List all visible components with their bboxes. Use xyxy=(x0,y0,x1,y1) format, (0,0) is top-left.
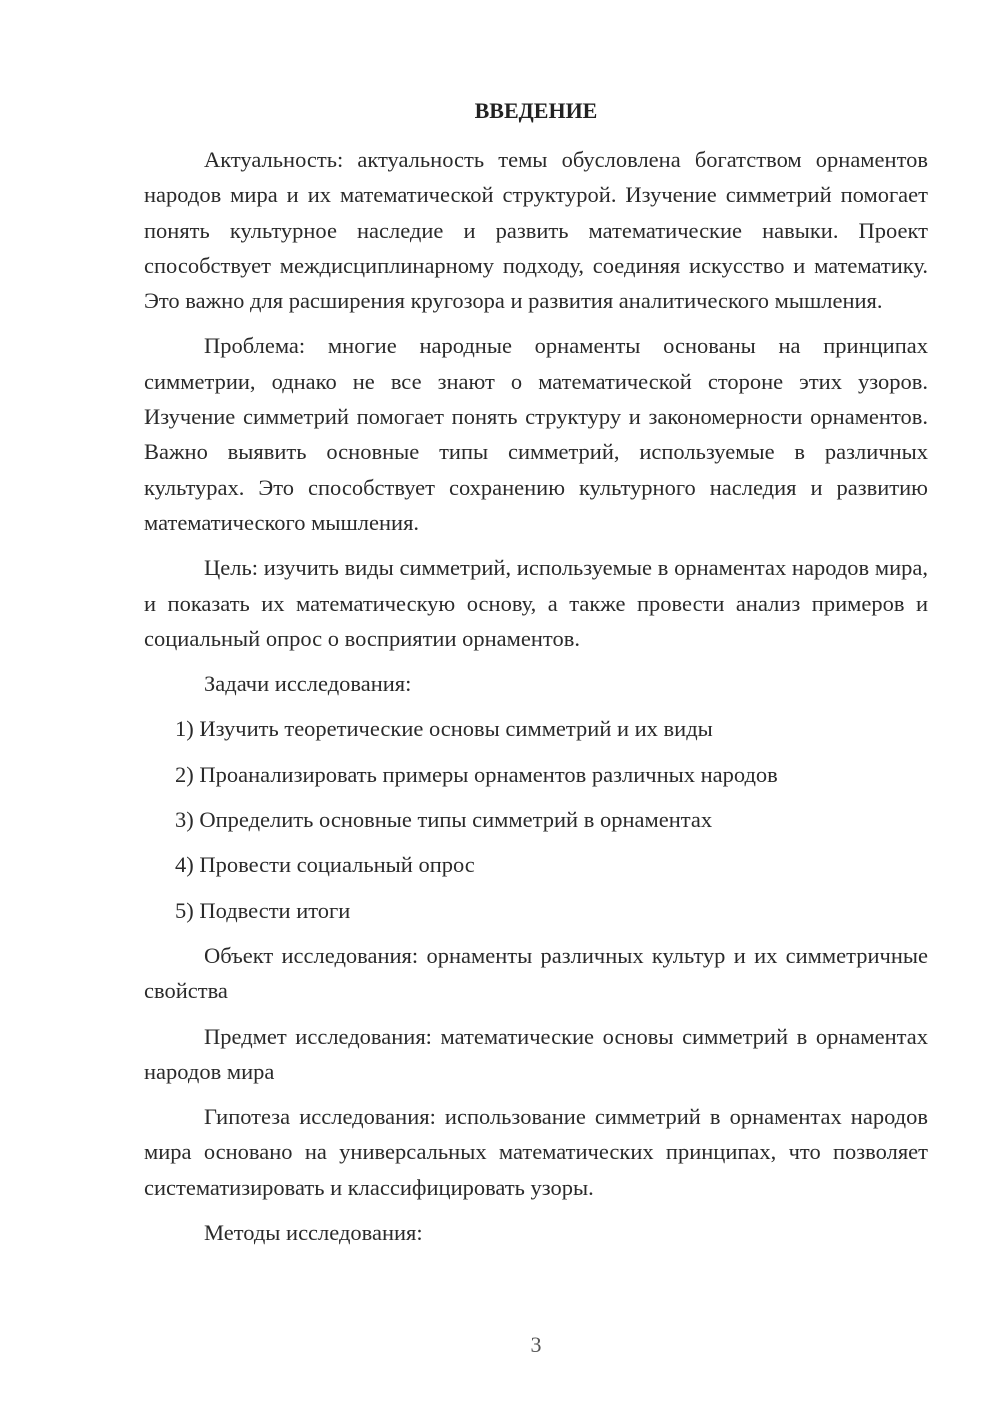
task-item-3: 3) Определить основные типы симметрий в орнаментах xyxy=(175,807,713,833)
tasks-heading: Задачи исследования: xyxy=(204,671,412,697)
task-item-2: 2) Проанализировать примеры орнаментов различных народов xyxy=(175,761,778,787)
subject-paragraph: Предмет исследования: математические основы симметрий в орнаментах народов мира xyxy=(144,1023,928,1084)
problem-paragraph: Проблема: многие народные орнаменты основаны на принципах симметрии, однако не все знают о математической стороне этих узоров. Изучение симметрий помогает понять структуру и закономерности орнаментов. Важно выявить основные типы симметрий, используемые в различных культурах. Это способствует сохранению культурного наследия и развитию математического мышления. xyxy=(144,333,928,535)
hypothesis-paragraph: Гипотеза исследования: использование симметрий в орнаментах народов мира основано на универсальных математических принципах, что позволяет систематизировать и классифицировать узоры. xyxy=(144,1104,928,1200)
goal-paragraph: Цель: изучить виды симметрий, используемые в орнаментах народов мира, и показать их математическую основу, а также провести анализ примеров и социальный опрос о восприятии орнаментов. xyxy=(144,555,928,651)
task-item-4: 4) Провести социальный опрос xyxy=(175,852,475,878)
task-item-5: 5) Подвести итоги xyxy=(175,897,351,923)
document-body xyxy=(144,142,928,1260)
page-title: ВВЕДЕНИЕ xyxy=(474,98,598,123)
object-paragraph: Объект исследования: орнаменты различных культур и их симметричные свойства xyxy=(144,942,928,1004)
methods-heading: Методы исследования: xyxy=(204,1220,423,1246)
relevance-paragraph: Актуальность: актуальность темы обусловлена богатством орнаментов народов мира и их математической структурой. Изучение симметрий помогает понять культурное наследие и развить математические навыки. Проект способствует междисциплинарному подходу, соединяя искусство и математику. Это важно для расширения кругозора и развития аналитического мышления. xyxy=(144,147,928,314)
page-number: 3 xyxy=(530,1332,542,1357)
task-item-1: 1) Изучить теоретические основы симметрий и их виды xyxy=(175,716,713,742)
